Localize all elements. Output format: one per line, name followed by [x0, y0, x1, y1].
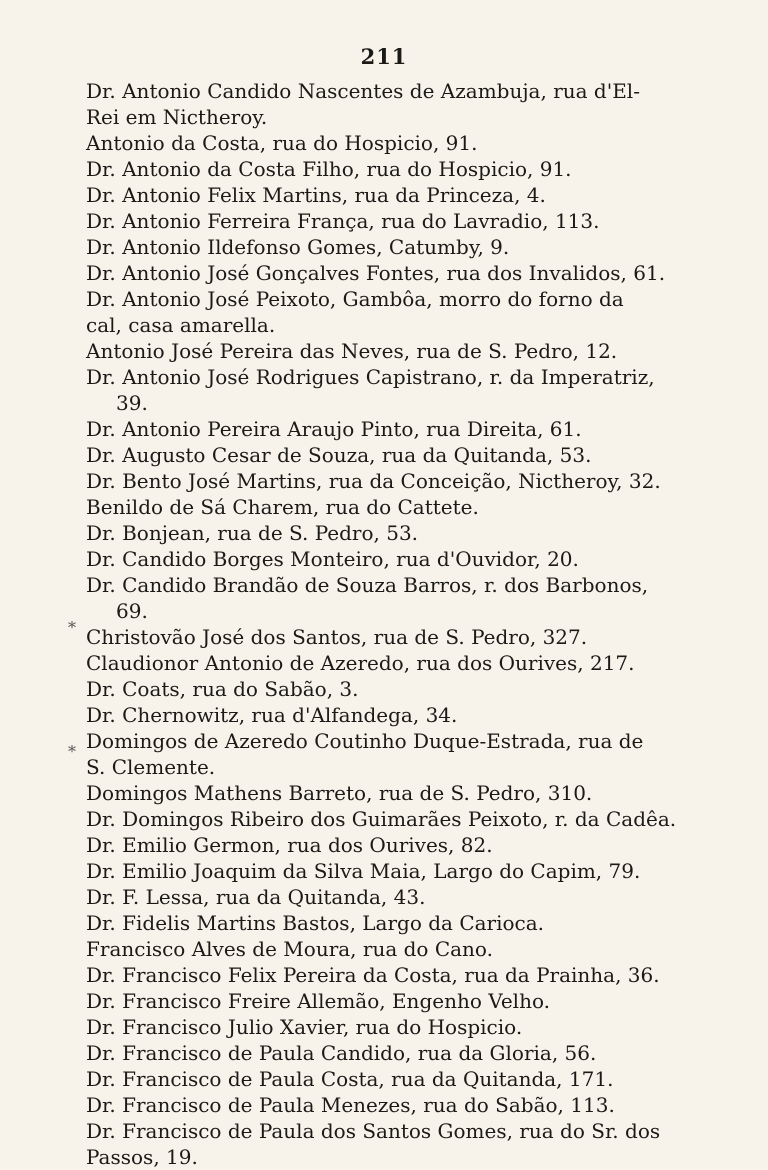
directory-entry [86, 260, 686, 286]
entry-line: Dr. Antonio José Peixoto, Gambôa, morro do forno da [86, 287, 624, 311]
directory-entry [86, 1066, 686, 1092]
directory-entry [86, 1092, 686, 1118]
directory-entry [86, 624, 686, 650]
directory-entry [86, 728, 686, 780]
directory-entry [86, 962, 686, 988]
entry-line: Dr. Francisco de Paula Candido, rua da Gloria, 56. [86, 1041, 597, 1065]
directory-entry [86, 988, 686, 1014]
entry-continuation-line: Passos, 19. [86, 1145, 198, 1169]
entry-line: Dr. Antonio Candido Nascentes de Azambuja, rua d'El- [86, 79, 640, 103]
directory-entry [86, 208, 686, 234]
directory-entry [86, 572, 686, 624]
entry-line: Christovão José dos Santos, rua de S. Pedro, 327. [86, 625, 588, 649]
entry-line: Claudionor Antonio de Azeredo, rua dos Ourives, 217. [86, 651, 635, 675]
directory-entry [86, 832, 686, 858]
entry-line: Antonio da Costa, rua do Hospicio, 91. [86, 131, 478, 155]
directory-entry [86, 338, 686, 364]
directory-entry [86, 182, 686, 208]
entry-continuation-line: Rei em Nictheroy. [86, 105, 268, 129]
directory-entry [86, 156, 686, 182]
directory-entry [86, 910, 686, 936]
directory-entry [86, 1014, 686, 1040]
directory-entry [86, 234, 686, 260]
entry-line: Dr. Chernowitz, rua d'Alfandega, 34. [86, 703, 458, 727]
entry-line: Dr. Antonio Felix Martins, rua da Princeza, 4. [86, 183, 546, 207]
entry-line: Dr. Emilio Joaquim da Silva Maia, Largo do Capim, 79. [86, 859, 641, 883]
page-number: 211 [360, 44, 408, 69]
entry-line: Dr. Candido Brandão de Souza Barros, r. dos Barbonos, 69. [86, 573, 649, 623]
directory-entry [86, 78, 686, 130]
entry-line: Domingos Mathens Barreto, rua de S. Pedro, 310. [86, 781, 593, 805]
directory-entry [86, 520, 686, 546]
entry-line: Dr. Francisco de Paula Menezes, rua do Sabão, 113. [86, 1093, 615, 1117]
entry-line: Dr. Fidelis Martins Bastos, Largo da Carioca. [86, 911, 545, 935]
directory-entry [86, 702, 686, 728]
directory-entry [86, 806, 686, 832]
entry-line: Dr. Antonio da Costa Filho, rua do Hospicio, 91. [86, 157, 572, 181]
entry-line: Dr. Francisco de Paula Costa, rua da Quitanda, 171. [86, 1067, 614, 1091]
directory-entry [86, 286, 686, 338]
directory-entry [86, 858, 686, 884]
entry-line: Francisco Alves de Moura, rua do Cano. [86, 937, 493, 961]
entry-line: Dr. Antonio Ferreira França, rua do Lavradio, 113. [86, 209, 600, 233]
entry-line: Dr. Candido Borges Monteiro, rua d'Ouvidor, 20. [86, 547, 579, 571]
entry-line: Dr. Antonio Ildefonso Gomes, Catumby, 9. [86, 235, 510, 259]
entry-line: Dr. Emilio Germon, rua dos Ourives, 82. [86, 833, 493, 857]
entry-line: Dr. Augusto Cesar de Souza, rua da Quitanda, 53. [86, 443, 592, 467]
entry-continuation-line: S. Clemente. [86, 755, 216, 779]
entry-line: Dr. Francisco Felix Pereira da Costa, rua da Prainha, 36. [86, 963, 660, 987]
entry-line: Dr. Francisco Julio Xavier, rua do Hospicio. [86, 1015, 523, 1039]
directory-list [86, 78, 686, 1170]
entry-line: Dr. F. Lessa, rua da Quitanda, 43. [86, 885, 426, 909]
entry-line: Dr. Bento José Martins, rua da Conceição, Nictheroy, 32. [86, 469, 661, 493]
directory-entry [86, 936, 686, 962]
directory-entry [86, 494, 686, 520]
entry-line: Dr. Antonio José Gonçalves Fontes, rua dos Invalidos, 61. [86, 261, 666, 285]
entry-line: Dr. Antonio Pereira Araujo Pinto, rua Direita, 61. [86, 417, 582, 441]
directory-entry [86, 364, 686, 416]
entry-line: Dr. Coats, rua do Sabão, 3. [86, 677, 359, 701]
entry-line: Antonio José Pereira das Neves, rua de S. Pedro, 12. [86, 339, 618, 363]
entry-line: Domingos de Azeredo Coutinho Duque-Estrada, rua de [86, 729, 644, 753]
directory-entry [86, 468, 686, 494]
entry-line: Benildo de Sá Charem, rua do Cattete. [86, 495, 479, 519]
directory-entry [86, 1118, 686, 1170]
entry-line: Dr. Domingos Ribeiro dos Guimarães Peixoto, r. da Cadêa. [86, 807, 677, 831]
directory-entry [86, 650, 686, 676]
entry-line: Dr. Francisco Freire Allemão, Engenho Velho. [86, 989, 551, 1013]
entry-continuation-line: cal, casa amarella. [86, 313, 276, 337]
directory-entry [86, 884, 686, 910]
entry-line: Dr. Antonio José Rodrigues Capistrano, r. da Imperatriz, 39. [86, 365, 655, 415]
directory-entry [86, 546, 686, 572]
entry-line: Dr. Francisco de Paula dos Santos Gomes, rua do Sr. dos [86, 1119, 661, 1143]
directory-entry [86, 780, 686, 806]
directory-entry [86, 1040, 686, 1066]
margin-mark-1: * [68, 618, 76, 637]
margin-mark-2: * [68, 742, 76, 761]
entry-line: Dr. Bonjean, rua de S. Pedro, 53. [86, 521, 419, 545]
directory-entry [86, 442, 686, 468]
directory-entry [86, 130, 686, 156]
directory-entry [86, 416, 686, 442]
directory-entry [86, 676, 686, 702]
